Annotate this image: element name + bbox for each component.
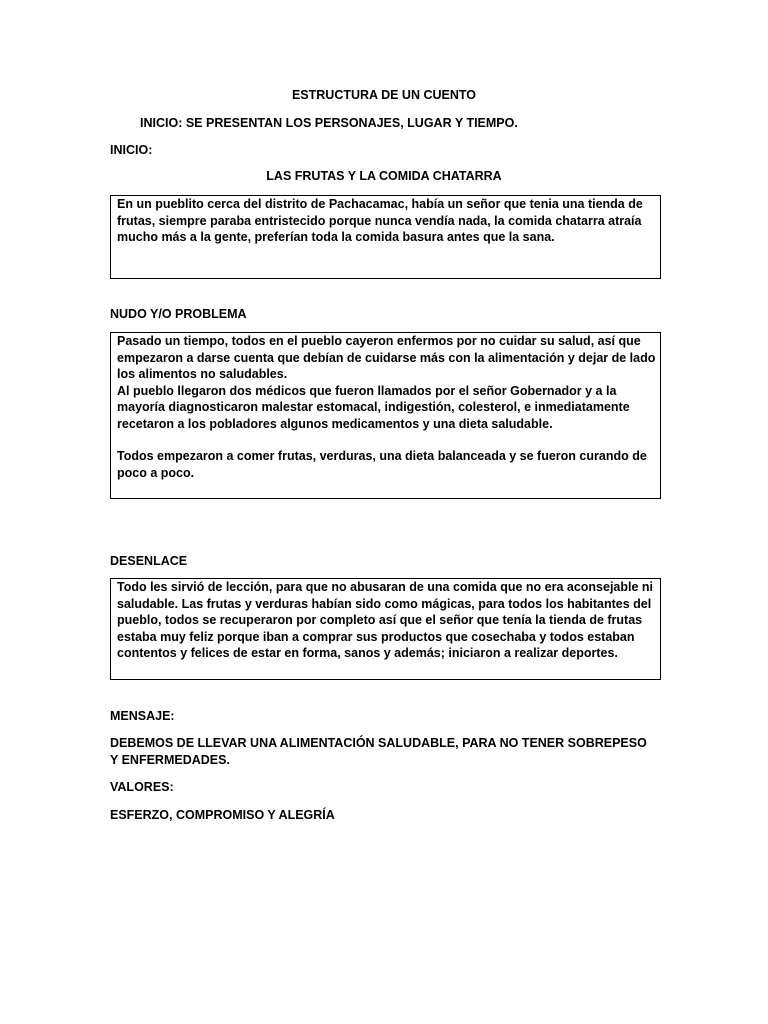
valores-text: ESFERZO, COMPROMISO Y ALEGRÍA — [110, 808, 335, 822]
document-subtitle: INICIO: SE PRESENTAN LOS PERSONAJES, LUGAR Y TIEMPO. — [140, 116, 518, 130]
nudo-paragraph-2: Al pueblo llegaron dos médicos que fueron llamados por el señor Gobernador y a la mayoría diagnosticaron malestar estomacal, indigestión, colesterol, e inmediatamente recetaron a los pobladores algunos medicamentos y una dieta saludable. — [117, 383, 630, 431]
nudo-heading: NUDO Y/O PROBLEMA — [110, 307, 247, 321]
nudo-paragraph-3: Todos empezaron a comer frutas, verduras, una dieta balanceada y se fueron curando de poco a poco. — [117, 449, 647, 480]
story-title: LAS FRUTAS Y LA COMIDA CHATARRA — [266, 169, 502, 183]
nudo-box — [110, 332, 661, 499]
inicio-text: En un pueblito cerca del distrito de Pachacamac, había un señor que tenia una tienda de frutas, siempre paraba entristecido porque nunca vendía nada, la comida chatarra atraía mucho más a la gente, preferían toda la comida basura antes que la sana. — [117, 197, 643, 244]
valores-heading: VALORES: — [110, 780, 174, 794]
inicio-box — [110, 195, 661, 279]
desenlace-heading: DESENLACE — [110, 554, 188, 568]
inicio-heading: INICIO: — [110, 143, 153, 157]
nudo-paragraph-1: Pasado un tiempo, todos en el pueblo cayeron enfermos por no cuidar su salud, así que empezaron a darse cuenta que debían de cuidarse más con la alimentación y dejar de lado los alimentos no saludables. — [117, 334, 656, 381]
mensaje-text: DEBEMOS DE LLEVAR UNA ALIMENTACIÓN SALUDABLE, PARA NO TENER SOBREPESO Y ENFERMEDADES. — [110, 736, 647, 767]
desenlace-text: Todo les sirvió de lección, para que no abusaran de una comida que no era aconsejable ni saludable. Las frutas y verduras habían sido como mágicas, para todos los habitantes del pueblo, todos se recuperaron por completo así que el señor que tenía la tienda de frutas estaba muy feliz porque iban a comprar sus productos que cosechaba y todos estaban contentos y felices de estar en forma, sanos y además; iniciaron a realizar deportes. — [117, 580, 654, 660]
document-title: ESTRUCTURA DE UN CUENTO — [291, 88, 477, 102]
desenlace-box — [110, 578, 661, 680]
mensaje-heading: MENSAJE: — [110, 709, 175, 723]
